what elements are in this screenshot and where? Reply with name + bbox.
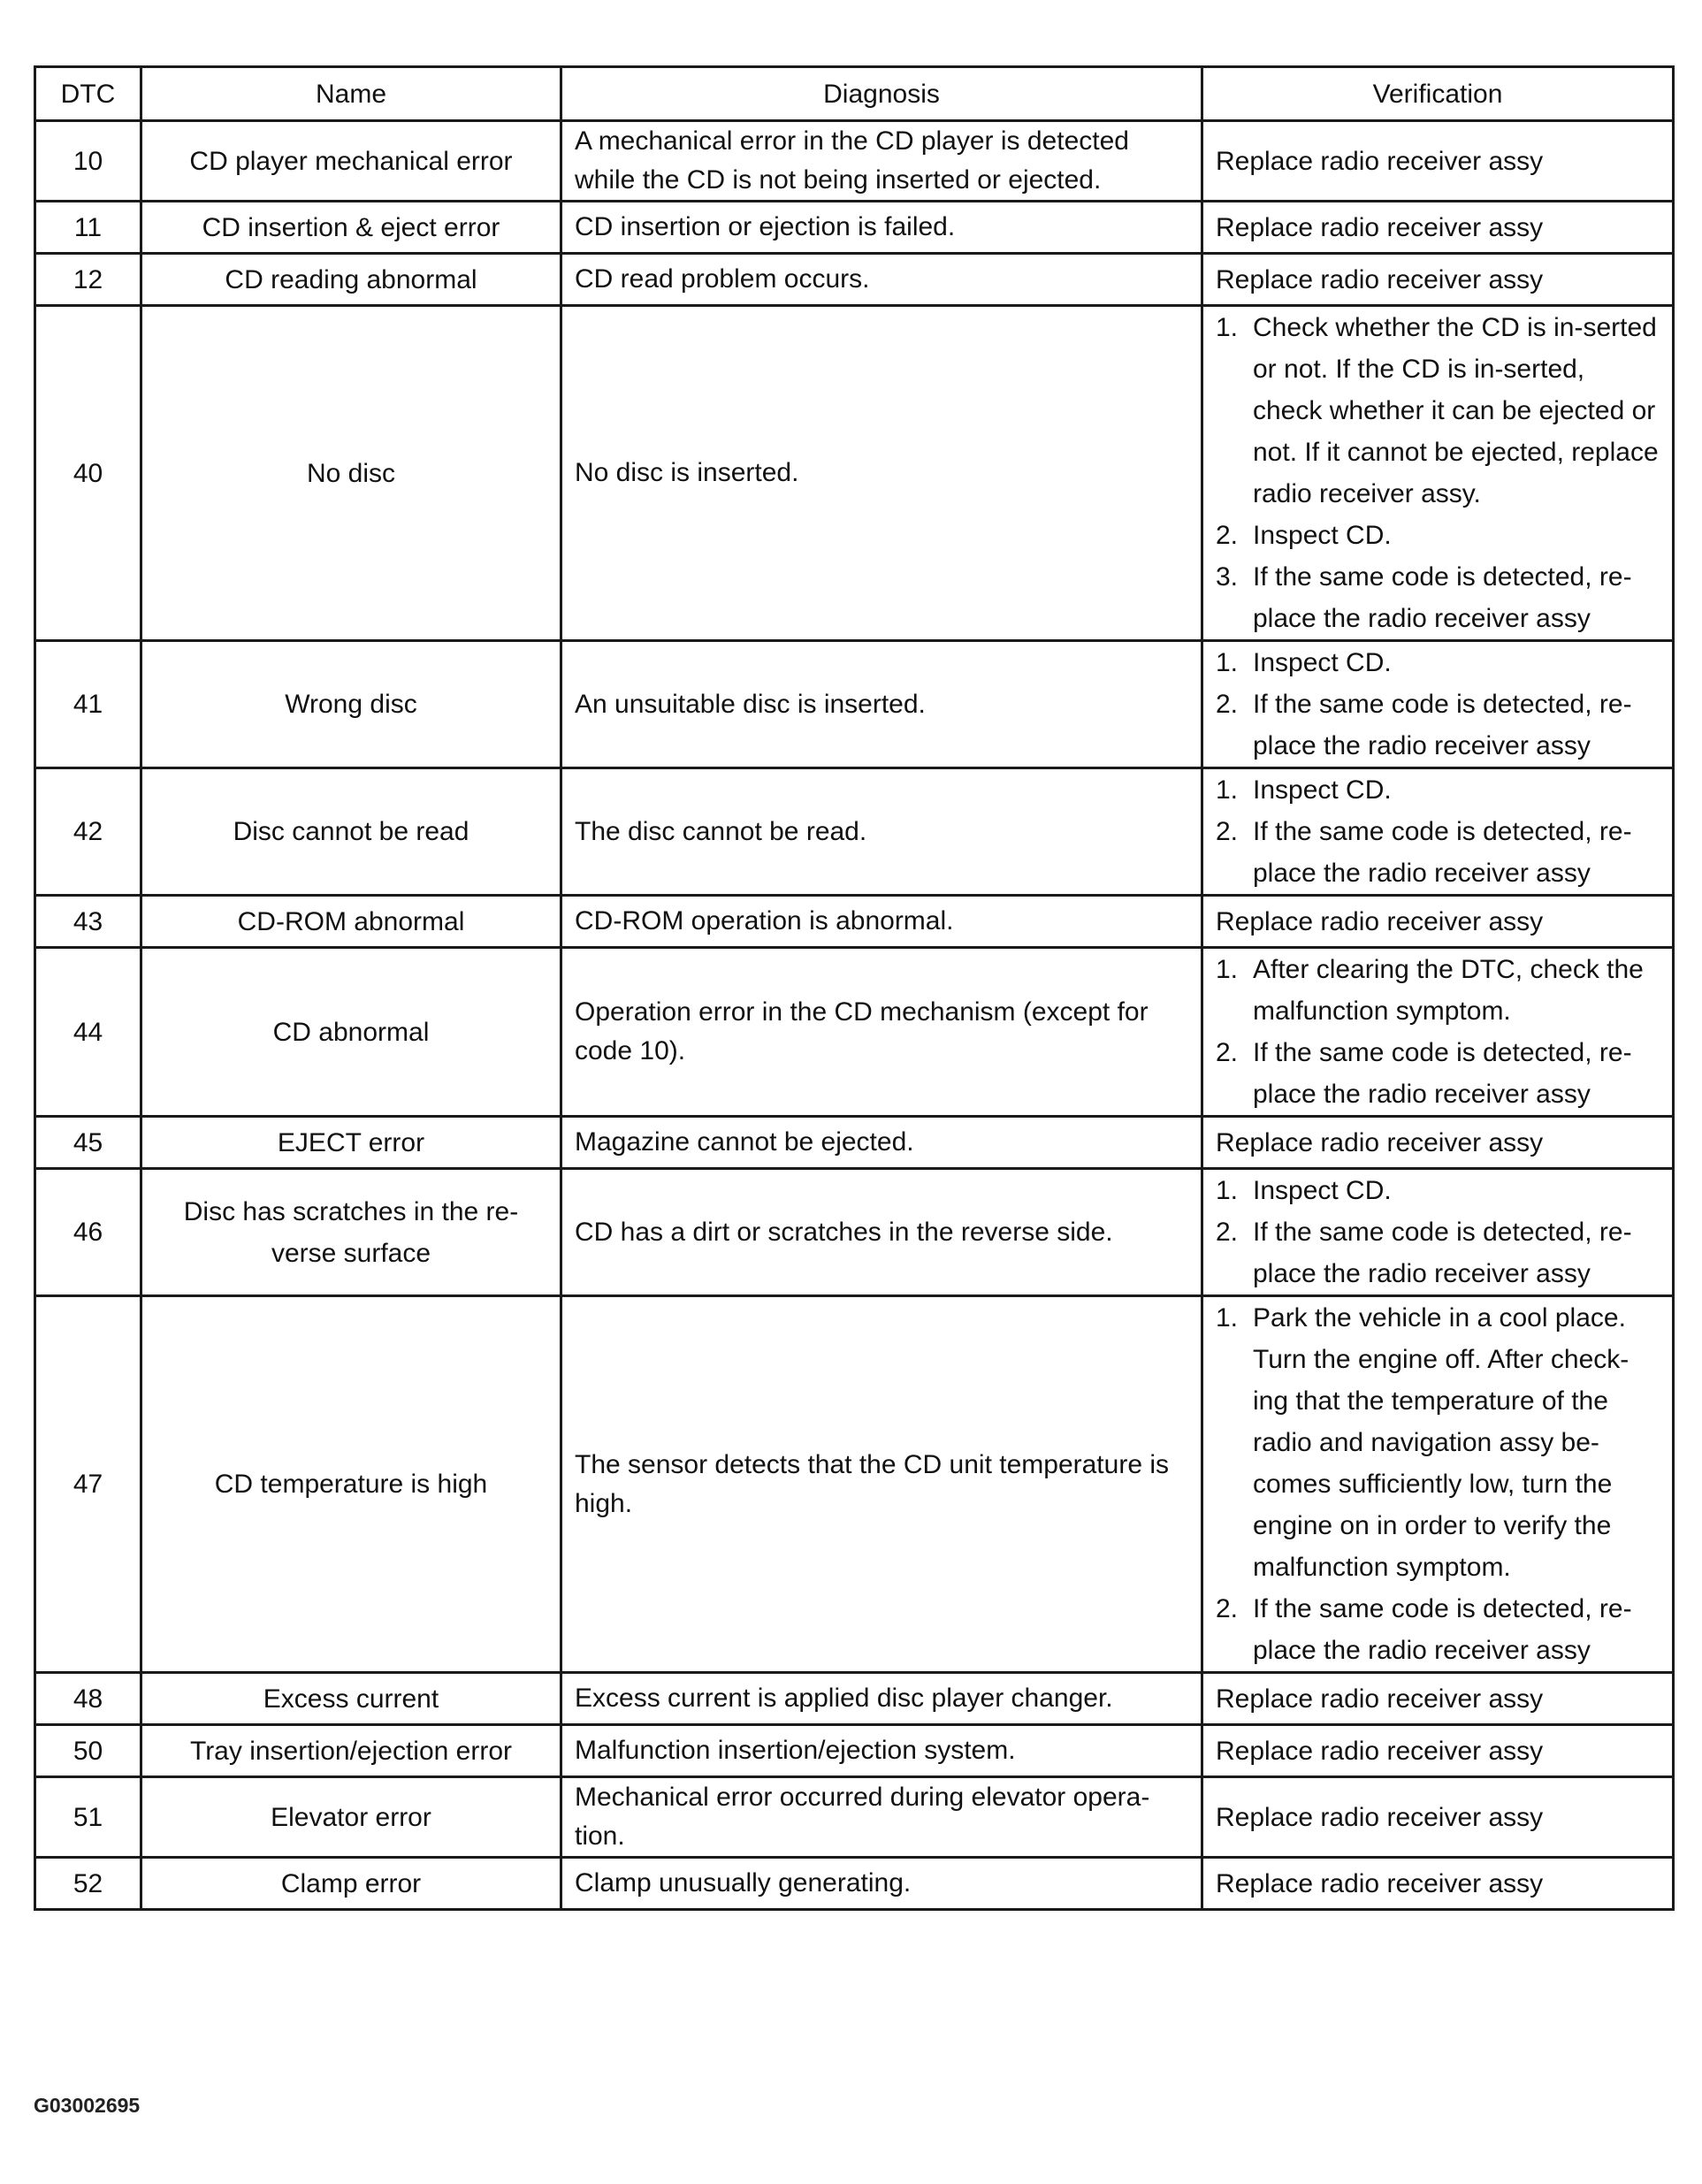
dtc-table-container	[34, 65, 1672, 1911]
verification-step	[1216, 556, 1660, 639]
table-row	[35, 1777, 1674, 1858]
verification-cell: Replace radio receiver assy	[1202, 1777, 1674, 1858]
step-number: 2.	[1216, 1594, 1239, 1623]
diagnosis-cell: CD-ROM operation is abnormal.	[561, 896, 1202, 948]
table-row	[35, 1858, 1674, 1910]
step-text: If the same code is detected, re-place the radio receiver assy	[1253, 817, 1632, 888]
table-row	[35, 306, 1674, 641]
step-number: 3.	[1216, 562, 1239, 592]
verification-step	[1216, 769, 1660, 811]
table-row	[35, 1673, 1674, 1725]
step-number: 2.	[1216, 521, 1239, 550]
dtc-name-cell: No disc	[141, 306, 561, 641]
table-header-row	[35, 67, 1674, 121]
diagnosis-cell: Clamp unusually generating.	[561, 1858, 1202, 1910]
step-number: 1.	[1216, 775, 1239, 805]
dtc-name-cell: Wrong disc	[141, 641, 561, 768]
verification-step	[1216, 307, 1660, 515]
dtc-name-cell: CD reading abnormal	[141, 254, 561, 306]
verification-cell: Replace radio receiver assy	[1202, 121, 1674, 202]
step-text: Park the vehicle in a cool place. Turn the engine off. After check-ing that the temperature of the radio and navigation assy be-comes sufficiently low, turn the engine on in order to verify the malfunction symptom.	[1253, 1303, 1629, 1582]
step-text: If the same code is detected, re-place the radio receiver assy	[1253, 1038, 1632, 1109]
dtc-name-cell: Disc has scratches in the re-verse surface	[141, 1169, 561, 1296]
diagnosis-cell: The sensor detects that the CD unit temperature is high.	[561, 1296, 1202, 1673]
table-row	[35, 121, 1674, 202]
verification-step	[1216, 683, 1660, 767]
verification-cell: Replace radio receiver assy	[1202, 1117, 1674, 1169]
step-number: 2.	[1216, 817, 1239, 846]
verification-cell	[1202, 768, 1674, 896]
step-text: Check whether the CD is in-serted or not. If the CD is in-serted, check whether it can be ejected or not. If it cannot be ejected, replace radio receiver assy.	[1253, 313, 1659, 508]
table-row	[35, 254, 1674, 306]
step-text: If the same code is detected, re-place the radio receiver assy	[1253, 1218, 1632, 1288]
diagnosis-cell: CD insertion or ejection is failed.	[561, 202, 1202, 254]
step-text: Inspect CD.	[1253, 521, 1392, 550]
diagnosis-cell: CD has a dirt or scratches in the reverse side.	[561, 1169, 1202, 1296]
table-row	[35, 1117, 1674, 1169]
dtc-table	[34, 65, 1675, 1911]
diagnosis-cell: CD read problem occurs.	[561, 254, 1202, 306]
dtc-code-cell: 42	[35, 768, 141, 896]
verification-cell	[1202, 1296, 1674, 1673]
step-text: If the same code is detected, re-place the radio receiver assy	[1253, 1594, 1632, 1665]
diagnosis-cell: The disc cannot be read.	[561, 768, 1202, 896]
verification-cell	[1202, 306, 1674, 641]
dtc-code-cell: 12	[35, 254, 141, 306]
dtc-name-cell: Tray insertion/ejection error	[141, 1725, 561, 1777]
verification-steps	[1216, 949, 1660, 1115]
dtc-name-cell: CD abnormal	[141, 948, 561, 1117]
header-dtc: DTC	[35, 67, 141, 121]
header-verification: Verification	[1202, 67, 1674, 121]
verification-cell	[1202, 948, 1674, 1117]
dtc-name-cell: CD player mechanical error	[141, 121, 561, 202]
dtc-code-cell: 40	[35, 306, 141, 641]
verification-steps	[1216, 1170, 1660, 1294]
verification-cell: Replace radio receiver assy	[1202, 1673, 1674, 1725]
step-number: 2.	[1216, 690, 1239, 719]
verification-steps	[1216, 1297, 1660, 1671]
step-text: Inspect CD.	[1253, 775, 1392, 805]
dtc-code-cell: 50	[35, 1725, 141, 1777]
verification-cell	[1202, 641, 1674, 768]
step-number: 1.	[1216, 1176, 1239, 1205]
verification-step	[1216, 811, 1660, 894]
step-text: If the same code is detected, re-place the radio receiver assy	[1253, 690, 1632, 760]
dtc-name-cell: Clamp error	[141, 1858, 561, 1910]
table-row	[35, 202, 1674, 254]
verification-cell	[1202, 1169, 1674, 1296]
header-name: Name	[141, 67, 561, 121]
dtc-code-cell: 51	[35, 1777, 141, 1858]
table-row	[35, 1725, 1674, 1777]
step-text: If the same code is detected, re-place the radio receiver assy	[1253, 562, 1632, 633]
step-number: 1.	[1216, 648, 1239, 677]
verification-step	[1216, 1211, 1660, 1294]
dtc-name-cell: EJECT error	[141, 1117, 561, 1169]
table-row	[35, 896, 1674, 948]
dtc-code-cell: 44	[35, 948, 141, 1117]
table-row	[35, 1169, 1674, 1296]
verification-step	[1216, 1170, 1660, 1211]
verification-cell: Replace radio receiver assy	[1202, 1858, 1674, 1910]
verification-cell: Replace radio receiver assy	[1202, 1725, 1674, 1777]
dtc-code-cell: 52	[35, 1858, 141, 1910]
dtc-name-cell: Excess current	[141, 1673, 561, 1725]
step-number: 1.	[1216, 955, 1239, 984]
diagnosis-cell: Mechanical error occurred during elevator opera-tion.	[561, 1777, 1202, 1858]
step-text: Inspect CD.	[1253, 1176, 1392, 1205]
diagnosis-cell: Malfunction insertion/ejection system.	[561, 1725, 1202, 1777]
diagnosis-cell: Operation error in the CD mechanism (except for code 10).	[561, 948, 1202, 1117]
dtc-code-cell: 47	[35, 1296, 141, 1673]
step-number: 2.	[1216, 1218, 1239, 1247]
verification-cell: Replace radio receiver assy	[1202, 202, 1674, 254]
dtc-name-cell: CD-ROM abnormal	[141, 896, 561, 948]
verification-cell: Replace radio receiver assy	[1202, 896, 1674, 948]
dtc-code-cell: 43	[35, 896, 141, 948]
step-number: 1.	[1216, 313, 1239, 342]
diagnosis-cell: An unsuitable disc is inserted.	[561, 641, 1202, 768]
dtc-code-cell: 45	[35, 1117, 141, 1169]
step-number: 1.	[1216, 1303, 1239, 1333]
dtc-code-cell: 41	[35, 641, 141, 768]
verification-step	[1216, 1588, 1660, 1671]
header-diagnosis: Diagnosis	[561, 67, 1202, 121]
verification-step	[1216, 1297, 1660, 1588]
table-row	[35, 948, 1674, 1117]
dtc-code-cell: 46	[35, 1169, 141, 1296]
dtc-code-cell: 10	[35, 121, 141, 202]
table-row	[35, 641, 1674, 768]
verification-steps	[1216, 769, 1660, 894]
verification-step	[1216, 1032, 1660, 1115]
step-text: After clearing the DTC, check the malfunction symptom.	[1253, 955, 1644, 1026]
step-text: Inspect CD.	[1253, 648, 1392, 677]
table-body	[35, 121, 1674, 1910]
dtc-code-cell: 48	[35, 1673, 141, 1725]
dtc-name-cell: CD insertion & eject error	[141, 202, 561, 254]
table-row	[35, 1296, 1674, 1673]
dtc-name-cell: Elevator error	[141, 1777, 561, 1858]
diagnosis-cell: Excess current is applied disc player changer.	[561, 1673, 1202, 1725]
dtc-code-cell: 11	[35, 202, 141, 254]
diagnosis-cell: No disc is inserted.	[561, 306, 1202, 641]
table-row	[35, 768, 1674, 896]
verification-step	[1216, 515, 1660, 556]
verification-steps	[1216, 642, 1660, 767]
verification-step	[1216, 642, 1660, 683]
verification-step	[1216, 949, 1660, 1032]
dtc-name-cell: CD temperature is high	[141, 1296, 561, 1673]
step-number: 2.	[1216, 1038, 1239, 1067]
verification-steps	[1216, 307, 1660, 639]
diagnosis-cell: Magazine cannot be ejected.	[561, 1117, 1202, 1169]
figure-id: G03002695	[34, 2094, 141, 2117]
dtc-name-cell: Disc cannot be read	[141, 768, 561, 896]
diagnosis-cell: A mechanical error in the CD player is detected while the CD is not being inserted or ejected.	[561, 121, 1202, 202]
verification-cell: Replace radio receiver assy	[1202, 254, 1674, 306]
